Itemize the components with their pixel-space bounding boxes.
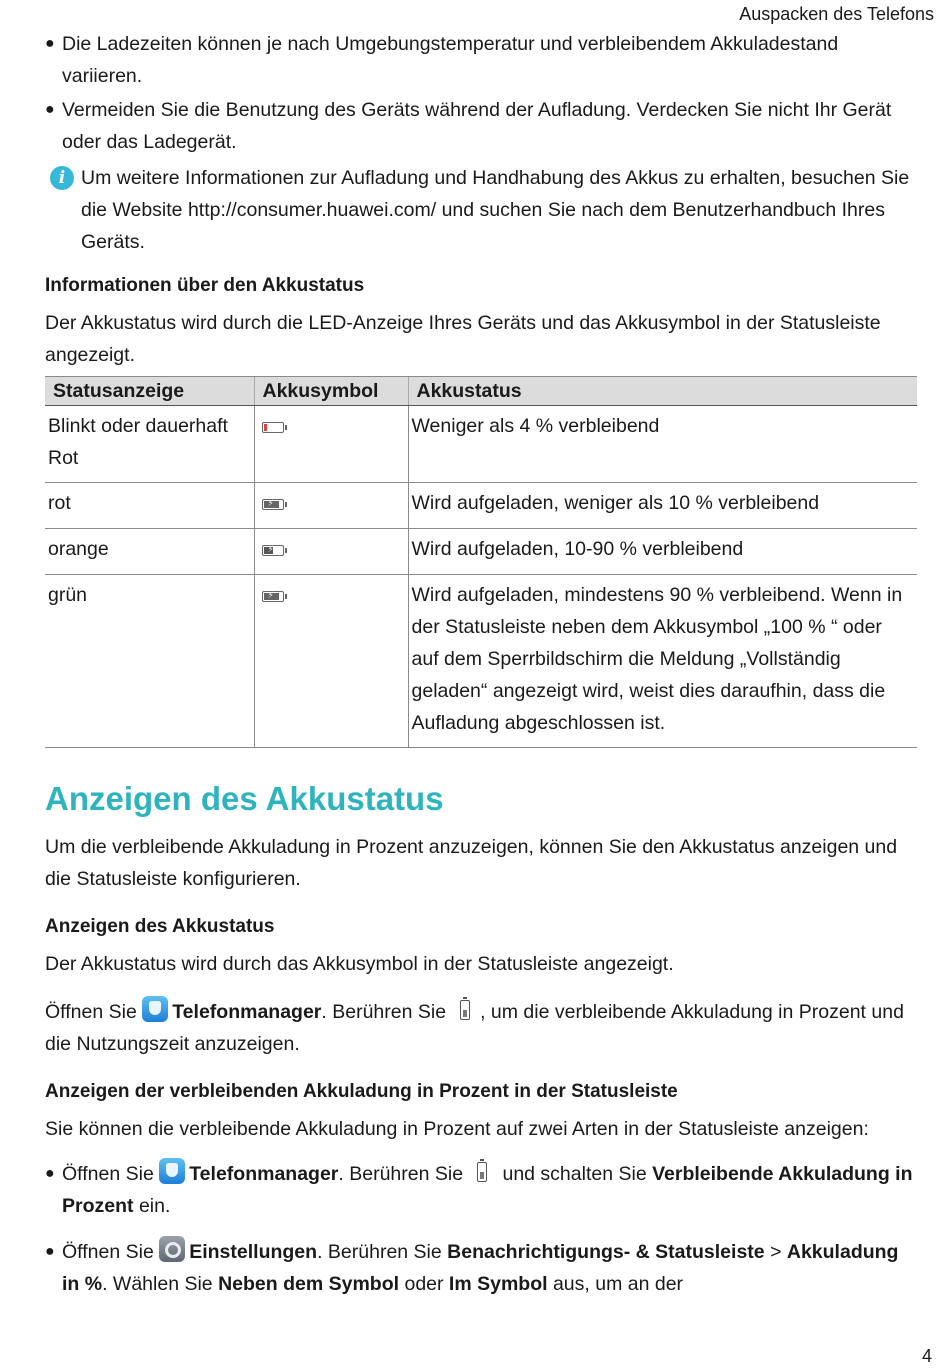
status-indicator-cell: orange bbox=[45, 529, 254, 575]
menu-item-name: Akkuladung in % bbox=[62, 1241, 899, 1295]
battery-status-table bbox=[45, 376, 917, 748]
step-text: , um die verbleibende Akkuladung in Prozent und die Nutzungszeit anzuzeigen. bbox=[45, 1001, 904, 1055]
column-header: Akkustatus bbox=[408, 377, 917, 406]
option-name: Im Symbol bbox=[448, 1273, 548, 1295]
info-note bbox=[50, 162, 920, 258]
app-name: Telefonmanager bbox=[189, 1163, 339, 1185]
battery-charging-full-icon bbox=[262, 591, 284, 602]
battery-status-cell: Wird aufgeladen, mindestens 90 % verbleibend. Wenn in der Statusleiste neben dem Akkusymbol „100 % “ oder auf dem Sperrbildschirm die Meldung „Vollständig geladen“ angezeigt wird, weist dies daraufhin, dass die Aufladung abgeschlossen ist. bbox=[408, 575, 917, 748]
bullet-icon: ● bbox=[45, 101, 55, 118]
step-text: . Berühren Sie bbox=[321, 1001, 447, 1023]
charging-bolt-icon: ⚡ bbox=[267, 590, 274, 600]
settings-icon bbox=[159, 1236, 185, 1262]
info-icon: i bbox=[50, 166, 74, 190]
battery-icon bbox=[477, 1162, 487, 1182]
list-item: ● Öffnen Sie Einstellungen. Berühren Sie Benachrichtigungs- & Statusleiste > Akkuladung in %. Wählen Sie Neben dem Symbol oder Im Symbol aus, um an der bbox=[45, 1236, 915, 1300]
section-view-status bbox=[45, 912, 915, 1060]
status-indicator-cell: rot bbox=[45, 483, 254, 529]
note-text: Um weitere Informationen zur Aufladung und Handhabung des Akkus zu erhalten, besuchen Sie die Website http://consumer.huawei.com/ und suchen Sie nach dem Benutzerhandbuch Ihres Geräts. bbox=[81, 167, 910, 253]
app-name: Einstellungen bbox=[189, 1241, 318, 1263]
bullet-text: Vermeiden Sie die Benutzung des Geräts während der Aufladung. Verdecken Sie nicht Ihr Gerät oder das Ladegerät. bbox=[62, 99, 892, 153]
battery-status-cell: Wird aufgeladen, 10-90 % verbleibend bbox=[408, 529, 917, 575]
table-row bbox=[45, 406, 917, 483]
section-intro: Der Akkustatus wird durch die LED-Anzeige Ihres Geräts und das Akkusymbol in der Statusleiste angezeigt. bbox=[45, 312, 881, 366]
battery-charging-mid-icon bbox=[262, 545, 284, 556]
list-item bbox=[45, 28, 915, 92]
section-intro: Der Akkustatus wird durch das Akkusymbol in der Statusleiste angezeigt. bbox=[45, 953, 674, 975]
charging-bolt-icon: ⚡ bbox=[267, 544, 274, 554]
list-item bbox=[45, 94, 915, 158]
table-row bbox=[45, 529, 917, 575]
section-heading: Informationen über den Akkustatus bbox=[45, 275, 365, 296]
menu-name: Benachrichtigungs- & Statusleiste bbox=[447, 1241, 765, 1263]
bullet-icon: ● bbox=[45, 1165, 55, 1182]
status-indicator-cell: grün bbox=[45, 575, 254, 748]
phone-manager-icon bbox=[142, 996, 168, 1022]
battery-icon bbox=[460, 1000, 470, 1020]
charging-bolt-icon: ⚡ bbox=[267, 498, 274, 508]
option-name: Verbleibende Akkuladung in Prozent bbox=[62, 1163, 913, 1217]
section-percentage bbox=[45, 1077, 915, 1145]
phone-manager-icon bbox=[159, 1158, 185, 1184]
app-name: Telefonmanager bbox=[172, 1001, 322, 1023]
status-indicator-cell: Blinkt oder dauerhaft Rot bbox=[45, 406, 254, 483]
battery-symbol-cell bbox=[254, 406, 408, 483]
table-header-row bbox=[45, 377, 917, 406]
battery-status-cell: Weniger als 4 % verbleibend bbox=[408, 406, 917, 483]
table-row bbox=[45, 575, 917, 748]
battery-symbol-cell bbox=[254, 575, 408, 748]
page-header: Auspacken des Telefons bbox=[739, 4, 934, 24]
battery-charging-low-icon bbox=[262, 499, 284, 510]
battery-symbol-cell bbox=[254, 529, 408, 575]
section-heading: Anzeigen des Akkustatus bbox=[45, 916, 275, 937]
section-battery-info bbox=[45, 271, 915, 371]
list-item: ● Öffnen Sie Telefonmanager. Berühren Sie und schalten Sie Verbleibende Akkuladung in Prozent ein. bbox=[45, 1158, 915, 1222]
page-title: Anzeigen des Akkustatus bbox=[45, 780, 444, 817]
instruction-step bbox=[45, 996, 915, 1060]
page-number: 4 bbox=[921, 1346, 932, 1366]
bullet-icon: ● bbox=[45, 1243, 55, 1260]
battery-symbol-cell bbox=[254, 483, 408, 529]
table-row bbox=[45, 483, 917, 529]
column-header: Akkusymbol bbox=[254, 377, 408, 406]
section-heading: Anzeigen der verbleibenden Akkuladung in Prozent in der Statusleiste bbox=[45, 1081, 678, 1102]
bullet-icon: ● bbox=[45, 35, 55, 52]
main-intro: Um die verbleibende Akkuladung in Prozent anzuzeigen, können Sie den Akkustatus anzeigen und die Statusleiste konfigurieren. bbox=[45, 836, 898, 890]
bullet-text: Die Ladezeiten können je nach Umgebungstemperatur und verbleibendem Akkuladestand variieren. bbox=[62, 33, 839, 87]
section-intro: Sie können die verbleibende Akkuladung in Prozent auf zwei Arten in der Statusleiste anzeigen: bbox=[45, 1118, 869, 1140]
battery-status-cell: Wird aufgeladen, weniger als 10 % verbleibend bbox=[408, 483, 917, 529]
step-text: Öffnen Sie bbox=[45, 1001, 137, 1023]
option-name: Neben dem Symbol bbox=[218, 1273, 400, 1295]
column-header: Statusanzeige bbox=[45, 377, 254, 406]
battery-low-icon bbox=[262, 422, 284, 433]
